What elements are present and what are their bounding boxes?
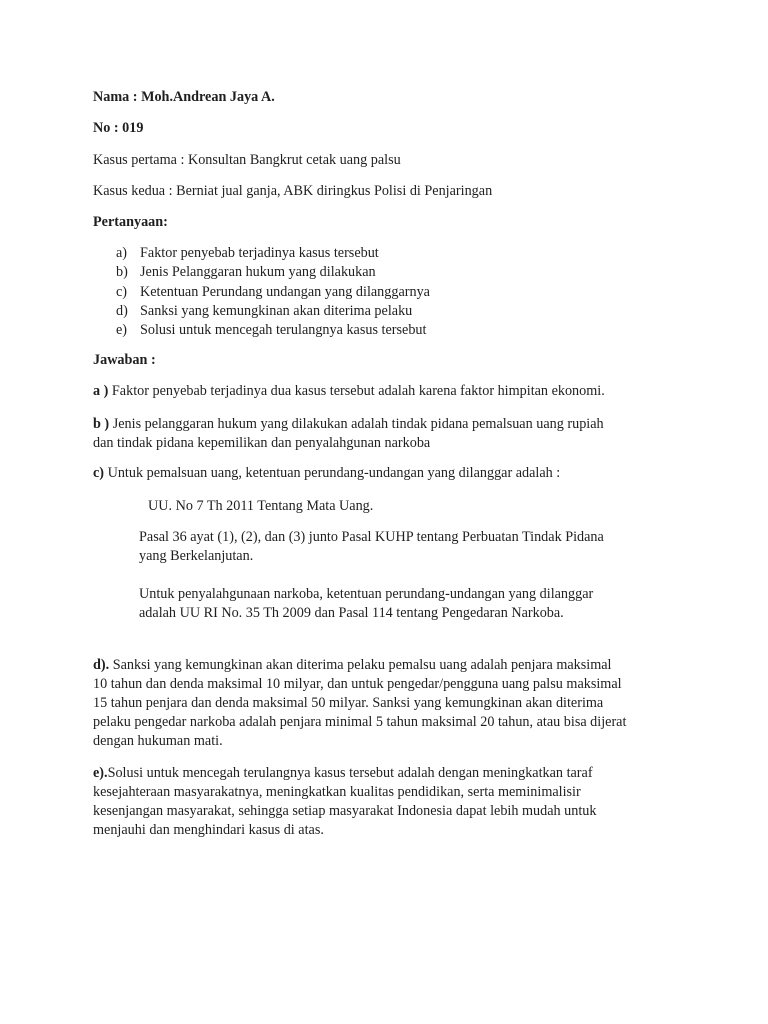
name-line: Nama : Moh.Andrean Jaya A.: [93, 89, 275, 105]
answer-c-marker: c): [93, 465, 105, 481]
answer-c-narkoba-line: Untuk penyalahgunaan narkoba, ketentuan perundang-undangan yang dilanggar: [139, 586, 594, 602]
answer-c-pasal-line: yang Berkelanjutan.: [139, 548, 254, 564]
answer-e-text: kesenjangan masyarakat, sehingga setiap masyarakat Indonesia dapat lebih mudah untuk: [93, 803, 597, 819]
answer-c: [93, 464, 693, 483]
answer-c-narkoba-line: adalah UU RI No. 35 Th 2009 dan Pasal 114 tentang Pengedaran Narkoba.: [139, 605, 564, 621]
answer-e-marker: e).: [93, 765, 108, 781]
question-item: [116, 321, 426, 340]
answers-heading: Jawaban :: [93, 352, 156, 368]
answer-a-marker: a ): [93, 383, 109, 399]
answer-b-marker: b ): [93, 416, 110, 432]
answer-a: [93, 382, 693, 401]
question-text: Ketentuan Perundang undangan yang dilanggarnya: [140, 284, 430, 300]
question-marker: b): [116, 264, 128, 280]
question-text: Sanksi yang kemungkinan akan diterima pelaku: [140, 303, 413, 319]
question-marker: a): [116, 245, 128, 261]
answer-e-text: menjauhi dan menghindari kasus di atas.: [93, 822, 324, 838]
answer-e-text: Solusi untuk mencegah terulangnya kasus tersebut adalah dengan meningkatkan taraf: [107, 765, 593, 781]
answer-c-pasal: [139, 528, 679, 566]
question-marker: d): [116, 303, 128, 319]
answer-b-text: dan tindak pidana kepemilikan dan penyalahgunan narkoba: [93, 435, 431, 451]
question-marker: e): [116, 322, 128, 338]
answer-d-text: dengan hukuman mati.: [93, 733, 223, 749]
question-text: Solusi untuk mencegah terulangnya kasus tersebut: [140, 322, 427, 338]
answer-c-uu: UU. No 7 Th 2011 Tentang Mata Uang.: [148, 498, 374, 514]
number-line: No : 019: [93, 120, 144, 136]
answer-d-text: pelaku pengedar narkoba adalah penjara minimal 5 tahun maksimal 20 tahun, atau bisa dijerat: [93, 714, 627, 730]
questions-heading: Pertanyaan:: [93, 214, 168, 230]
answer-e: [93, 764, 693, 840]
question-item: [116, 244, 379, 263]
answer-c-pasal-line: Pasal 36 ayat (1), (2), dan (3) junto Pasal KUHP tentang Perbuatan Tindak Pidana: [139, 529, 604, 545]
question-text: Jenis Pelanggaran hukum yang dilakukan: [140, 264, 376, 280]
answer-d-text: 10 tahun dan denda maksimal 10 milyar, dan untuk pengedar/pengguna uang palsu maksimal: [93, 676, 622, 692]
answer-c-intro: Untuk pemalsuan uang, ketentuan perundang-undangan yang dilanggar adalah :: [107, 465, 561, 481]
case-second: Kasus kedua : Berniat jual ganja, ABK diringkus Polisi di Penjaringan: [93, 183, 493, 199]
answer-c-narkoba: [139, 585, 679, 623]
answer-d-marker: d).: [93, 657, 110, 673]
answer-e-text: kesejahteraan masyarakatnya, meningkatkan kualitas pendidikan, serta meminimalisir: [93, 784, 581, 800]
answer-b: [93, 415, 693, 453]
answer-b-text: Jenis pelanggaran hukum yang dilakukan adalah tindak pidana pemalsuan uang rupiah: [112, 416, 604, 432]
answer-a-text: Faktor penyebab terjadinya dua kasus tersebut adalah karena faktor himpitan ekonomi.: [111, 383, 605, 399]
question-item: [116, 283, 430, 302]
answer-d-text: Sanksi yang kemungkinan akan diterima pelaku pemalsu uang adalah penjara maksimal: [112, 657, 612, 673]
question-text: Faktor penyebab terjadinya kasus tersebut: [140, 245, 379, 261]
answer-d: [93, 656, 693, 751]
question-item: [116, 263, 376, 282]
answer-d-text: 15 tahun penjara dan denda maksimal 50 milyar. Sanksi yang kemungkinan akan diterima: [93, 695, 604, 711]
question-marker: c): [116, 284, 128, 300]
question-item: [116, 302, 412, 321]
case-first: Kasus pertama : Konsultan Bangkrut cetak uang palsu: [93, 152, 401, 168]
